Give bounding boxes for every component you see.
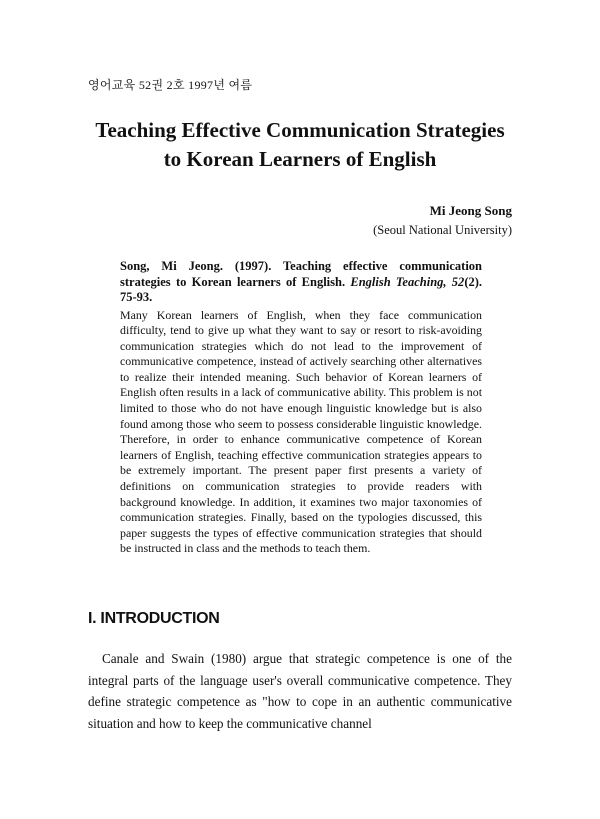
citation-issue: (2)	[464, 274, 479, 289]
citation-pages: . 75-93.	[120, 274, 483, 304]
title-line-1: Teaching Effective Communication Strategies	[95, 118, 505, 142]
intro-paragraph: Canale and Swain (1980) argue that strategic competence is one of the integral parts of the language user's overall communicative competence. They define strategic competence as "how to cope in an authentic communicative situation and how to keep the communicative channel	[88, 651, 512, 731]
section-heading: I. INTRODUCTION	[88, 610, 220, 627]
title-line-2: to Korean Learners of English	[163, 147, 437, 171]
citation-authors: Song, Mi Jeong. (1997). Teaching effective communication strategies to Korean learners of English.	[120, 259, 482, 289]
citation	[120, 259, 482, 306]
citation-journal: English Teaching, 52	[350, 274, 465, 289]
author-affiliation: (Seoul National University)	[373, 223, 512, 237]
journal-header: 영어교육 52권 2호 1997년 여름	[88, 78, 253, 92]
abstract-block	[120, 259, 482, 557]
paper-title	[60, 116, 540, 174]
abstract-text: Many Korean learners of English, when they face communication difficulty, tend to give up what they want to say or resort to risk-avoiding communication strategies which do not lead to the improvement of communicative competence, instead of actively searching other alternatives to realize their intended meaning. Such behavior of Korean learners of English often results in a lack of communicative ability. This problem is not limited to those who do not have enough linguistic knowledge but is also found among those who seem to possess considerable linguistic knowledge. Therefore, in order to enhance communicative competence of Korean learners of English, teaching effective communication strategies appears to be extremely important. The present paper first presents a variety of definitions on communication strategies to provide readers with background knowledge. In addition, it examines two major taxonomies of communication strategies. Finally, based on the typologies discussed, this paper suggests the types of effective communication strategies that should be instructed in class and the methods to teach them.	[120, 307, 482, 556]
author-name: Mi Jeong Song	[429, 203, 512, 218]
